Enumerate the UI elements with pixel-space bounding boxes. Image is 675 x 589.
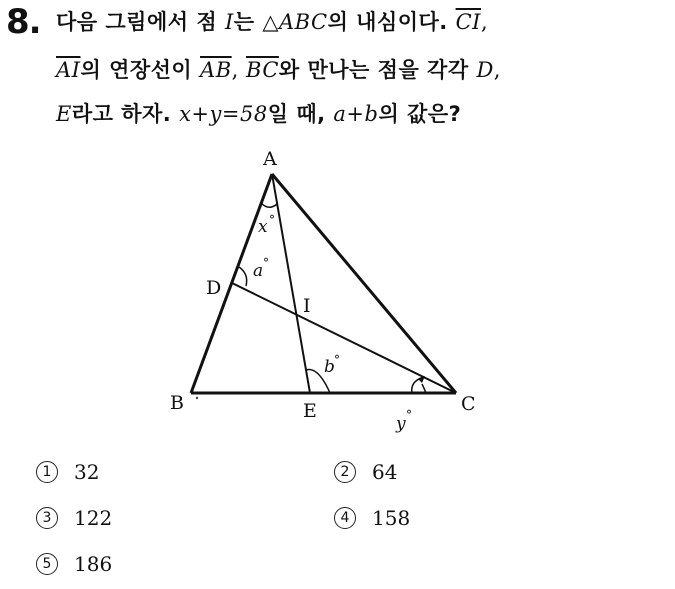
segment-ai: $\overline{AI}$ <box>56 58 81 82</box>
choice-4-value: 158 <box>372 506 411 530</box>
point-E: E <box>56 102 72 126</box>
q3-text-3: 의 값은? <box>378 102 462 126</box>
angle-degree-x: ° <box>269 213 275 227</box>
angle-arc-a <box>239 267 247 286</box>
segment-bc: $\overline{BC}$ <box>246 58 279 82</box>
angle-label-a: a <box>253 261 264 281</box>
q2-text-2: 와 만나는 점을 각각 <box>278 58 477 82</box>
label-C: C <box>461 393 476 415</box>
question-line-2 <box>56 54 501 84</box>
choice-2[interactable] <box>334 460 397 485</box>
angle-arc-x <box>261 203 277 207</box>
choice-3[interactable] <box>36 506 112 531</box>
choice-1[interactable] <box>36 460 99 485</box>
point-b-dot <box>196 397 198 399</box>
q3-text-1: 라고 하자. <box>71 102 180 126</box>
choice-5[interactable] <box>36 552 112 577</box>
point-I: I <box>224 10 234 34</box>
choice-1-mark: 1 <box>36 461 58 483</box>
angle-degree-y: ° <box>406 408 412 422</box>
point-D: D <box>476 58 494 82</box>
side-ab <box>191 174 272 393</box>
q3-text-2: 일 때, <box>267 102 334 126</box>
choice-4-mark: 4 <box>334 507 356 529</box>
question-line-3 <box>56 98 461 128</box>
q2-comma: , <box>493 58 501 82</box>
q1-text-3: 의 내심이다. <box>327 10 456 34</box>
choice-5-mark: 5 <box>36 553 58 575</box>
choice-3-value: 122 <box>74 506 113 530</box>
q2-sep: , <box>231 58 246 82</box>
angle-degree-a: ° <box>263 256 269 270</box>
triangle-abc: △ABC <box>262 10 328 34</box>
choice-3-mark: 3 <box>36 507 58 529</box>
q1-text-1: 다음 그림에서 점 <box>56 10 225 34</box>
q1-comma: , <box>480 10 489 34</box>
label-A: A <box>263 148 277 170</box>
question-line-1 <box>56 6 488 36</box>
equation-x-plus-y: x+y=58 <box>179 102 268 126</box>
choice-1-value: 32 <box>74 460 100 484</box>
choice-2-mark: 2 <box>334 461 356 483</box>
angle-label-x: x <box>258 217 268 237</box>
segment-ab: $\overline{AB}$ <box>200 58 232 82</box>
label-E: E <box>303 400 317 422</box>
angle-degree-b: ° <box>334 353 340 367</box>
segment-cd <box>232 283 456 393</box>
triangle-figure <box>150 140 510 440</box>
q1-text-2: 는 <box>233 10 263 34</box>
angle-label-y: y <box>396 414 406 434</box>
segment-ci: $\overline{CI}$ <box>455 10 481 34</box>
angle-label-b: b <box>324 357 335 377</box>
choice-2-value: 64 <box>372 460 398 484</box>
question-number: 8. <box>6 2 41 42</box>
label-I: I <box>303 295 311 317</box>
choice-5-value: 186 <box>74 552 113 576</box>
choice-4[interactable] <box>334 506 410 531</box>
side-ac <box>272 174 456 393</box>
label-B: B <box>170 392 184 414</box>
segment-ae <box>272 174 310 393</box>
label-D: D <box>206 277 222 299</box>
expression-a-plus-b: a+b <box>333 102 379 126</box>
q2-text-1: 의 연장선이 <box>80 58 201 82</box>
